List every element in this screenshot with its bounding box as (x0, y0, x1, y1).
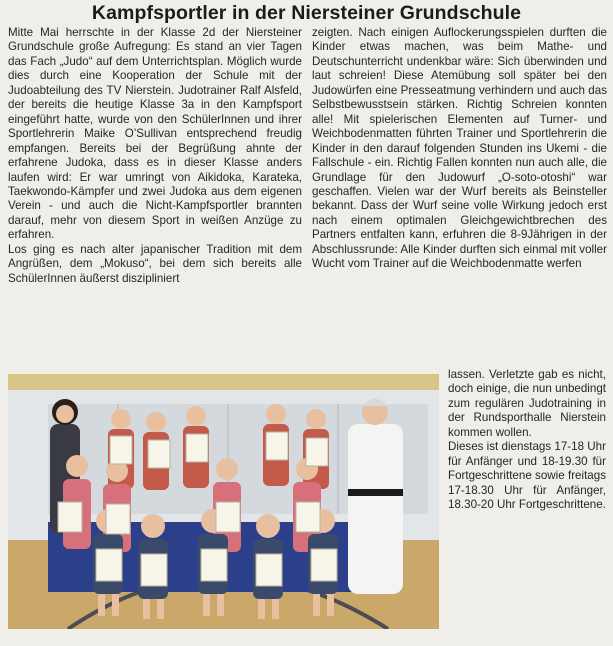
article-column-right (312, 26, 607, 272)
article-paragraph-outcome: lassen. Verletzte gab es nicht, doch einige, die nun unbedingt zum regulären Judotraining in der Rundsporthalle Nierstein kommen wollen. (448, 368, 606, 439)
class-group-photo (8, 374, 439, 629)
article-paragraph-training: zeigten. Nach einigen Auflockerungsspielen durften die Kinder etwas machen, was beim Mathe- und Deutschunterricht undenkbar wäre: Sich überwinden und laut schreien! Diese Atemübung soll später bei den Judowürfen eine Presseatmung verhindern und auch das Selbstbewusstsein stärken. Richtig Schreien konnten alle! Mit spielerischen Elementen auf Turner- und Weichbodenmatten führten Trainer und Sportlehrerin die Kinder in den darauf folgenden Stunden ins Ukemi - die Fallschule - ein. Richtig Fallen konnten nun auch alle, die Grundlage für den Judowurf „O-soto-otoshi“ war geschaffen. Vielen war der Wurf bereits als Beinsteller bekannt. Dass der Wurf seine volle Wirkung jedoch erst nach einem optimalen Gleichgewichtbrechen des Partners entfalten kann, erfuhren die 8-9Jährigen in der Abschlussrunde: Alle Kinder durften sich einmal mit voller Wucht vom Trainer auf die Weichbodenmatte werfen (312, 26, 607, 271)
article-paragraph-intro: Mitte Mai herrschte in der Klasse 2d der Niersteiner Grundschule große Aufregung: Es stand an vier Tagen das Fach „Judo“ auf dem Unterrichtsplan. Möglich wurde dies durch eine Kooperation der Schule mit der Judoabteilung des TV Nierstein. Judotrainer Ralf Alsfeld, der bereits die heutige Klasse 3a in den Kampfsport eingeführt hatte, wurde von den SchülerInnen und ihrer Sportlehrerin Maike O’Sullivan entsprechend freudig empfangen. Bereits bei der Begrüßung ahnte der erfahrene Judoka, dass es in dieser Klasse anders laufen wird: Er war umringt von Aikidoka, Karateka, Taekwondo-Kämpfer und zwei Judoka aus dem eigenen Verein - und auch die Nicht-Kampfsportler brannten darauf, mehr von diesem Sport in weißen Anzüge zu erfahren. (8, 26, 302, 242)
article-column-bottom-right (448, 368, 606, 513)
article-paragraph-mokuso: Los ging es nach alter japanischer Tradition mit dem Angrüßen, dem „Mokuso“, bei dem sich bereits alle SchülerInnen äußerst diszipliniert (8, 242, 302, 285)
article-paragraph-schedule: Dieses ist dienstags 17-18 Uhr für Anfänger und 18-19.30 für Fortgeschrittene sowie freitags 17-18.30 Uhr für Anfänger, 18.30-20 Uhr Fortgeschrittene. (448, 440, 606, 512)
article-column-left (8, 26, 302, 286)
article-headline: Kampfsportler in der Niersteiner Grundschule (91, 2, 522, 24)
class-group-photo-illustration (8, 374, 439, 629)
